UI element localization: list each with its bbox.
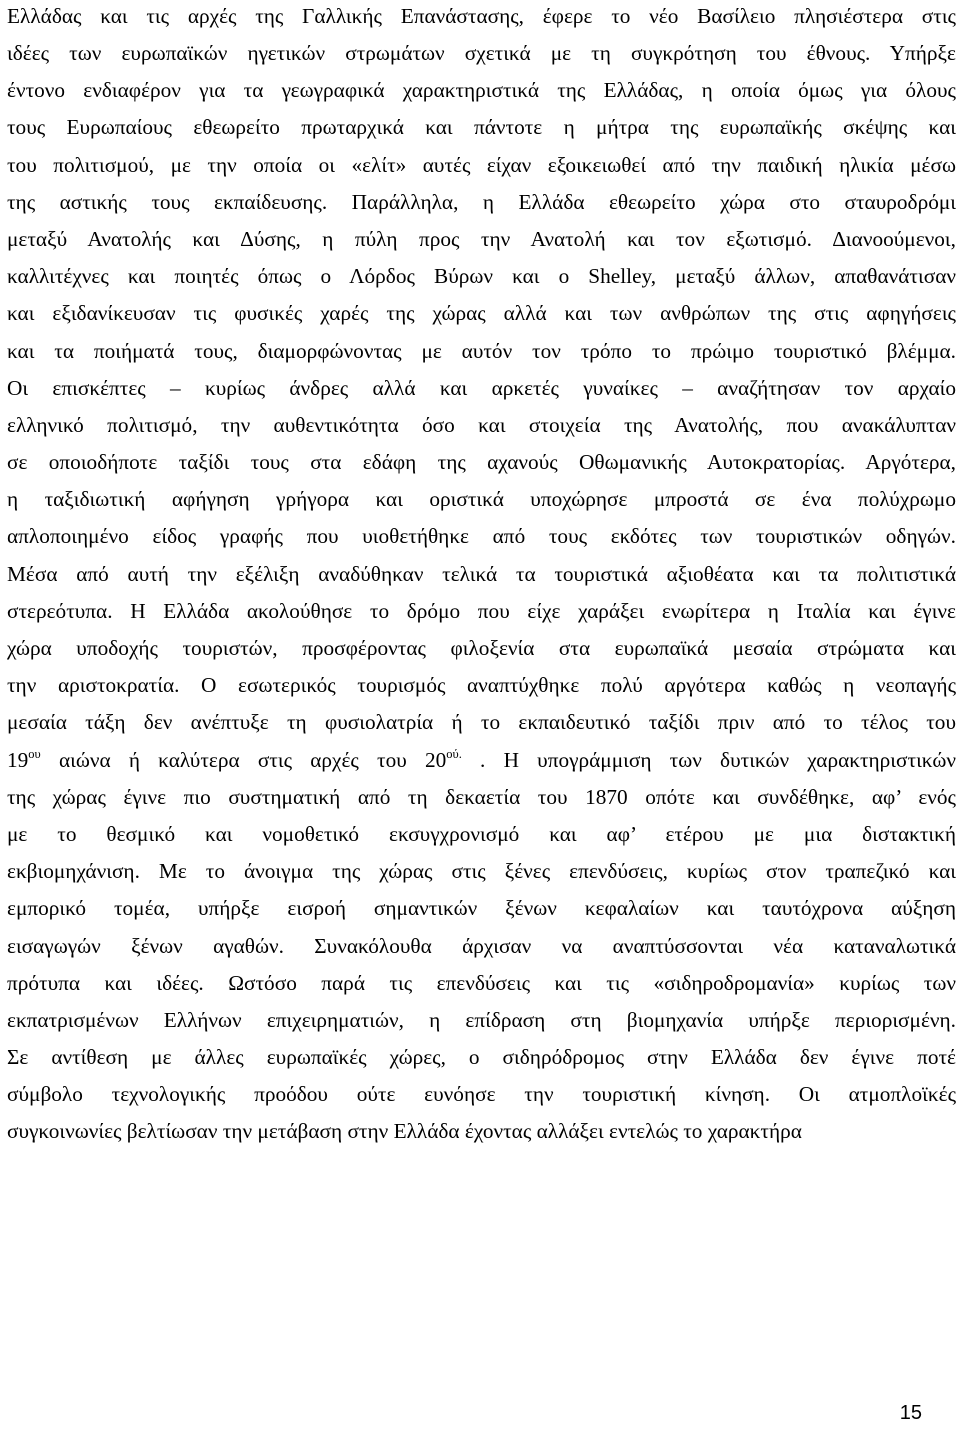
text-line: η ταξιδιωτική αφήγηση γρήγορα και οριστικά υποχώρησε μπροστά σε ένα πολύχρωμο <box>7 487 956 512</box>
text-line: σύμβολο τεχνολογικής προόδου ούτε ευνόησε την τουριστική κίνηση. Οι ατμοπλοϊκές <box>7 1082 956 1107</box>
text-line: ελληνικό πολιτισμό, την αυθεντικότητα όσο και στοιχεία της Ανατολής, που ανακάλυπταν <box>7 412 956 437</box>
text-line: της χώρας έγινε πιο συστηματική από τη δεκαετία του 1870 οπότε και συνδέθηκε, αφ’ ενός <box>7 784 956 809</box>
text-line: τους Ευρωπαίους εθεωρείτο πρωταρχικά και πάντοτε η μήτρα της ευρωπαϊκής σκέψης και <box>7 115 956 140</box>
text-line: εμπορικό τομέα, υπήρξε εισροή σημαντικών ξένων κεφαλαίων και ταυτόχρονα αύξηση <box>7 896 956 921</box>
text-line: με το θεσμικό και νομοθετικό εκσυγχρονισμό και αφ’ ετέρου με μια διστακτική <box>7 821 956 846</box>
text-line: πρότυπα και ιδέες. Ωστόσο παρά τις επενδύσεις και τις «σιδηροδρομανία» κυρίως των <box>7 970 956 995</box>
century-number: 19 <box>7 747 29 772</box>
text-line: Μέσα από αυτή την εξέλιξη αναδύθηκαν τελικά τα τουριστικά αξιοθέατα και τα πολιτιστικά <box>7 561 956 586</box>
text-line: του πολιτισμού, με την οποία οι «ελίτ» αυτές είχαν εξοικειωθεί από την παιδική ηλικία μέσω <box>7 152 956 177</box>
page-number: 15 <box>899 1402 922 1424</box>
text-line: στερεότυπα. Η Ελλάδα ακολούθησε το δρόμο που είχε χαράξει ενωρίτερα η Ιταλία και έγινε <box>7 598 956 623</box>
text-line: Ελλάδας και τις αρχές της Γαλλικής Επανάστασης, έφερε το νέο Βασίλειο πλησιέστερα στις <box>7 4 956 28</box>
text-line: σε οποιοδήποτε ταξίδι τους στα εδάφη της αχανούς Οθωμανικής Αυτοκρατορίας. Αργότερα, <box>7 450 956 475</box>
text-line: συγκοινωνίες βελτίωσαν την μετάβαση στην Ελλάδα έχοντας αλλάξει εντελώς το χαρακτήρα <box>7 1119 802 1144</box>
text-line: και εξιδανίκευσαν τις φυσικές χαρές της χώρας αλλά και των ανθρώπων της στις αφηγήσεις <box>7 301 956 326</box>
ordinal-superscript: ου <box>28 746 41 761</box>
text-line: χώρα υποδοχής τουριστών, προσφέροντας φιλοξενία στα ευρωπαϊκά μεσαία στρώματα και <box>7 636 956 660</box>
century-number: 20 <box>424 747 447 772</box>
text-line: ιδέες των ευρωπαϊκών ηγετικών στρωμάτων σχετικά με τη συγκρότηση του έθνους. Υπήρξε <box>7 41 956 65</box>
text-line: απλοποιημένο είδος γραφής που υιοθετήθηκε από τους εκδότες των τουριστικών οδηγών. <box>7 524 956 549</box>
body-paragraph <box>7 0 956 1151</box>
text-segment: . Η υπογράμμιση των δυτικών χαρακτηριστικών <box>461 747 956 772</box>
text-line: έντονο ενδιαφέρον για τα γεωγραφικά χαρακτηριστικά της Ελλάδας, η οποία όμως για όλους <box>7 78 956 103</box>
text-line: καλλιτέχνες και ποιητές όπως ο Λόρδος Βύρων και ο Shelley, μεταξύ άλλων, απαθανάτισαν <box>7 264 956 289</box>
text-line <box>7 742 956 779</box>
text-line: Σε αντίθεση με άλλες ευρωπαϊκές χώρες, ο σιδηρόδρομος στην Ελλάδα δεν έγινε ποτέ <box>7 1045 956 1070</box>
ordinal-superscript: ού. <box>446 746 462 761</box>
text-line: και τα ποιήματά τους, διαμορφώνοντας με αυτόν τον τρόπο το πρώιμο τουριστικό βλέμμα. <box>7 338 956 363</box>
text-line: την αριστοκρατία. Ο εσωτερικός τουρισμός αναπτύχθηκε πολύ αργότερα καθώς η νεοπαγής <box>7 673 956 698</box>
text-line: εισαγωγών ξένων αγαθών. Συνακόλουθα άρχισαν να αναπτύσσονται νέα καταναλωτικά <box>7 933 956 958</box>
text-line: εκπατρισμένων Ελλήνων επιχειρηματιών, η επίδραση στη βιομηχανία υπήρξε περιορισμένη. <box>7 1007 956 1032</box>
text-segment: αιώνα ή καλύτερα στις αρχές του <box>40 747 425 772</box>
text-line: εκβιομηχάνιση. Με το άνοιγμα της χώρας στις ξένες επενδύσεις, κυρίως στον τραπεζικό και <box>7 859 956 884</box>
text-line: Οι επισκέπτες – κυρίως άνδρες αλλά και αρκετές γυναίκες – αναζήτησαν τον αρχαίο <box>7 375 956 400</box>
text-line: της αστικής τους εκπαίδευσης. Παράλληλα, η Ελλάδα εθεωρείτο χώρα στο σταυροδρόμι <box>7 189 956 214</box>
text-line: μεσαία τάξη δεν ανέπτυξε τη φυσιολατρία ή το εκπαιδευτικό ταξίδι πριν από το τέλος του <box>7 710 956 735</box>
text-line: μεταξύ Ανατολής και Δύσης, η πύλη προς την Ανατολή και τον εξωτισμό. Διανοούμενοι, <box>7 226 956 251</box>
